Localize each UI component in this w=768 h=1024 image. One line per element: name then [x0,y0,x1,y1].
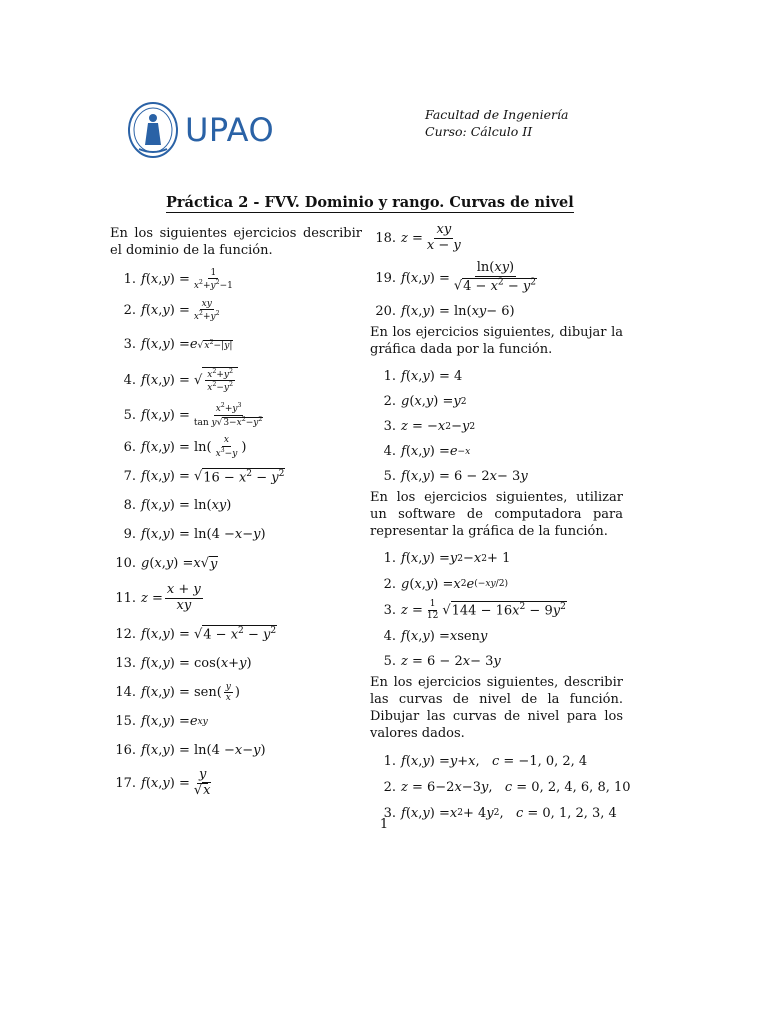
graph-exercise-list [370,364,623,489]
section2-intro: En los ejercicios siguientes, dibujar la gráfica dada por la función. [370,325,623,357]
domain-exercise-list-continued [370,220,623,324]
list-item: 5. z = 6 − 2 x − 3 y [383,654,501,669]
list-item: 2. g ( x , y ) = y 2 [383,394,467,409]
list-item: 20. f ( x , y ) = ln( xy − 6) [375,304,515,319]
list-item: 4. f ( x , y ) = x sen y [383,628,488,644]
left-column [110,225,362,801]
list-item: 5. f ( x , y ) = $x^2+y^3$ $\tan y√3-x^2-y^2$ [123,402,263,428]
list-item: 2. z = 6−2 x −3 y , c = 0, 2, 4, 6, 8, 10 [383,779,631,795]
list-item: 18. z = xy x − y [375,222,461,253]
university-seal-icon [127,101,179,159]
upao-logo [127,101,287,161]
list-item: 13. f ( x , y ) = cos( x + y ) [115,656,252,671]
page-title: Práctica 2 - FVV. Dominio y rango. Curvas de nivel [166,194,574,211]
list-item: 3. f ( x , y ) = x 2 + 4 y 2 , c = 0, 1, 2, 3, 4 [383,805,617,821]
logo-text: UPAO [185,111,275,149]
list-item: 19. f ( x , y ) = ln(xy) $√4 - x^2 - y^2$ [375,260,537,294]
course-label: Curso: Cálculo II [425,124,533,139]
list-item: 2. f ( x , y ) = xy $x^2+y^2$ [123,298,220,322]
list-item: 10. g ( x , y ) = x √ y [115,556,218,572]
list-item: 17. f ( x , y ) = y √x [115,766,211,798]
list-item: 2. g ( x , y ) = x 2 e (−xy/2) [383,576,509,592]
domain-exercise-list [110,265,362,801]
list-item: 3. z = 1 12 √ $144 - 16x^2 - 9y^2$ [383,599,566,621]
list-item: 11. z = x + y xy [115,582,201,613]
software-exercise-list [370,546,623,674]
page-number: 1 [379,817,389,832]
list-item: 15. f ( x , y ) = e xy [115,714,208,729]
list-item: 1. f ( x , y ) = y + x , c = −1, 0, 2, 4 [383,753,588,769]
list-item: 4. f ( x , y ) = e −x [383,444,471,459]
list-item: 1. f ( x , y ) = 4 [383,369,463,384]
section4-intro: En los ejercicios siguientes, describir las curvas de nivel de la función. Dibujar las curvas de nivel para los valores dados. [370,675,623,741]
list-item: 1. f ( x , y ) = 1 $x^2+y^2-1$ [123,267,233,291]
header-info [425,106,568,140]
list-item: 12. f ( x , y ) = √ $4 - x^2 - y^2$ [115,626,277,643]
list-item: 5. f ( x , y ) = 6 − 2 x − 3 y [383,469,528,484]
list-item: 6. f ( x , y ) = ln( x $x^3-y$ ) [123,435,247,459]
level-curve-exercise-list [370,748,631,826]
list-item: 7. f ( x , y ) = √ $16 - x^2 - y^2$ [123,468,285,486]
list-item: 9. f ( x , y ) = ln(4 − x − y ) [123,527,266,542]
section3-intro: En los ejercicios siguientes, utilizar un software de computadora para representar la gráfica de la función. [370,490,623,539]
list-item: 3. f ( x , y ) = e $√x^2-|y|$ [123,337,233,352]
list-item: 14. f ( x , y ) = sen( y x ) [115,681,240,703]
faculty-label: Facultad de Ingeniería [425,107,569,122]
list-item: 16. f ( x , y ) = ln(4 − x − y ) [115,743,266,758]
list-item: 3. z = − x 2 − y 2 [383,419,476,434]
right-column [370,220,631,826]
list-item: 8. f ( x , y ) = ln( xy ) [123,498,232,513]
list-item: 1. f ( x , y ) = y 2 − x 2 + 1 [383,551,511,566]
section1-intro: En los siguientes ejercicios describir el dominio de la función. [110,226,362,258]
list-item: 4. f ( x , y ) = √ $\frac{x^2+y^2}{x^2-y^2}$ [110,362,362,398]
